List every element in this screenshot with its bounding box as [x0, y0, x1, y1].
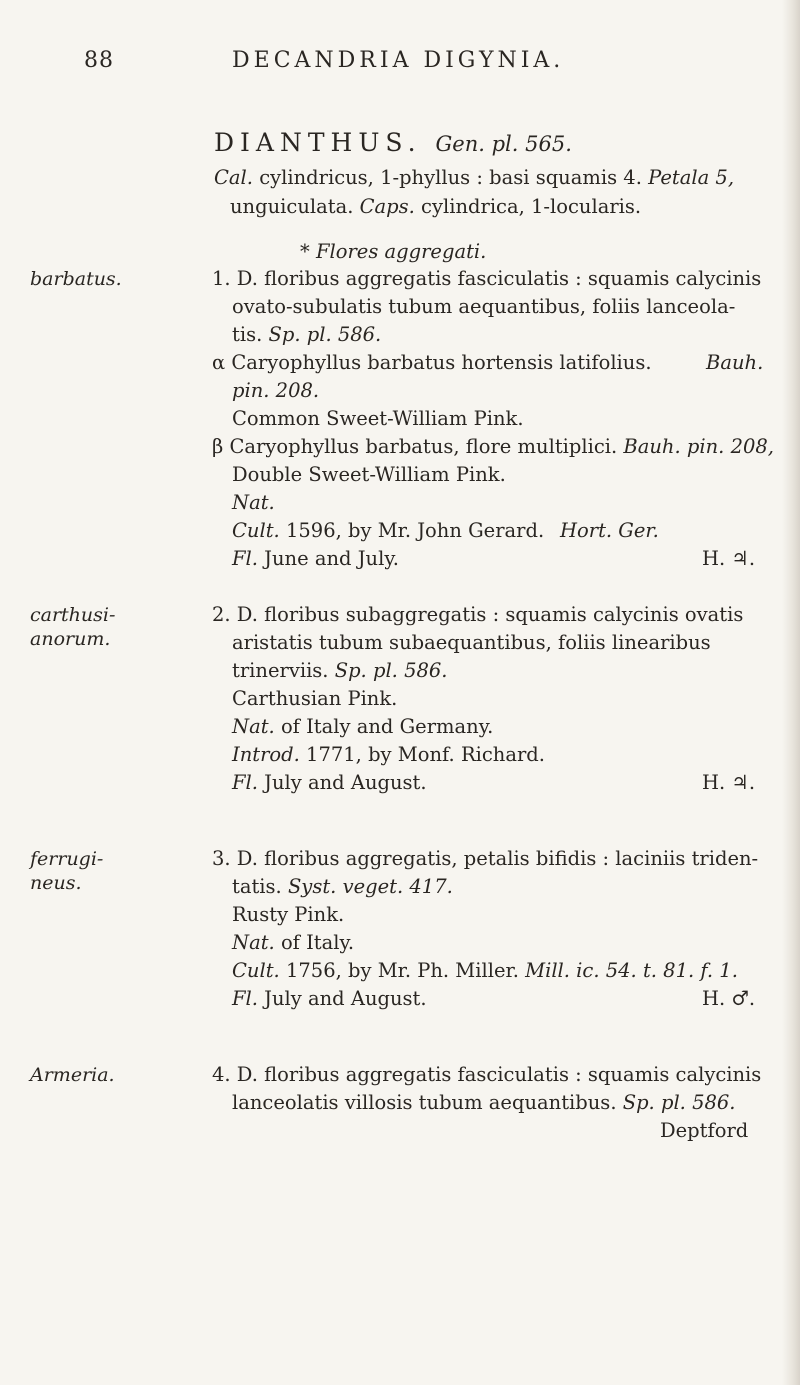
margin-name-ferrugineus-2: neus. — [30, 872, 82, 894]
species-1-alpha-common: Common Sweet-William Pink. — [232, 407, 524, 430]
petala-text: unguiculata. — [230, 195, 354, 218]
page-header — [0, 48, 800, 78]
species-3-habit: H. ♂. — [702, 987, 756, 1010]
genus-capsule-line — [230, 195, 641, 219]
species-1-alpha-ref2: pin. 208. — [232, 379, 320, 402]
species-1-cult-ref: Hort. Ger. — [560, 519, 659, 542]
species-3-line-1: 3. D. floribus aggregatis, petalis bifidis : laciniis triden- — [212, 847, 759, 870]
species-4-line-2: lanceolatis villosis tubum aequantibus. Sp. pl. 586. — [232, 1091, 736, 1114]
species-2-common: Carthusian Pink. — [232, 687, 398, 710]
page-edge — [782, 0, 800, 1385]
petala-label: Petala — [648, 166, 710, 189]
genus-gen-ref: Gen. pl. 565. — [435, 132, 572, 156]
species-2-line-2: aristatis tubum subaequantibus, foliis linearibus — [232, 631, 711, 654]
cal-text: cylindricus, 1-phyllus : basi squamis 4. — [259, 166, 642, 189]
species-3-cult: Cult. 1756, by Mr. Ph. Miller. Mill. ic. 54. t. 81. f. 1. — [232, 959, 738, 982]
species-1-alpha-ref: Bauh. — [706, 351, 764, 374]
species-2-line-3: trinerviis. Sp. pl. 586. — [232, 659, 448, 682]
petala-num: 5, — [715, 166, 735, 189]
species-1-fl: Fl. June and July. — [232, 547, 399, 570]
sp-ref: Sp. pl. 586. — [268, 323, 382, 346]
species-1-line-3: tis. Sp. pl. 586. — [232, 323, 382, 346]
species-2-habit: H. ♃. — [702, 771, 756, 794]
species-1-cult: Cult. 1596, by Mr. John Gerard. — [232, 519, 545, 542]
genus-name: DIANTHUS. — [214, 128, 422, 157]
species-2-nat: Nat. of Italy and Germany. — [232, 715, 494, 738]
species-2-introd: Introd. 1771, by Monf. Richard. — [232, 743, 545, 766]
species-3-nat: Nat. of Italy. — [232, 931, 355, 954]
species-3-common: Rusty Pink. — [232, 903, 345, 926]
page-number: 88 — [84, 48, 114, 73]
margin-name-carthusianorum-2: anorum. — [30, 628, 111, 650]
genus-title — [214, 128, 572, 157]
species-1-habit: H. ♃. — [702, 547, 756, 570]
margin-name-armeria: Armeria. — [30, 1064, 115, 1086]
species-2-fl: Fl. July and August. — [232, 771, 427, 794]
cal-label: Cal. — [214, 166, 253, 189]
species-4-line-1: 4. D. floribus aggregatis fasciculatis : squamis calycinis — [212, 1063, 762, 1086]
caps-label: Caps. — [359, 195, 415, 218]
genus-calyx-line — [214, 166, 734, 190]
margin-name-barbatus: barbatus. — [30, 268, 122, 290]
species-1-alpha: α Caryophyllus barbatus hortensis latifolius. — [212, 351, 652, 374]
species-1-nat: Nat. — [232, 491, 275, 514]
margin-name-carthusianorum-1: carthusi- — [30, 604, 116, 626]
section-heading: * Flores aggregati. — [300, 240, 487, 263]
species-4-locality: Deptford — [660, 1119, 749, 1142]
species-1-beta: β Caryophyllus barbatus, flore multiplici. Bauh. pin. 208, — [212, 435, 774, 458]
species-3-line-2: tatis. Syst. veget. 417. — [232, 875, 453, 898]
species-3-fl: Fl. July and August. — [232, 987, 427, 1010]
species-1-line-1: 1. D. floribus aggregatis fasciculatis : squamis calycinis — [212, 267, 762, 290]
running-title: DECANDRIA DIGYNIA. — [232, 48, 565, 73]
species-1-line-2: ovato-subulatis tubum aequantibus, foliis lanceola- — [232, 295, 736, 318]
margin-name-ferrugineus-1: ferrugi- — [30, 848, 104, 870]
species-1-beta-common: Double Sweet-William Pink. — [232, 463, 506, 486]
species-2-line-1: 2. D. floribus subaggregatis : squamis calycinis ovatis — [212, 603, 744, 626]
caps-text: cylindrica, 1-locularis. — [421, 195, 642, 218]
